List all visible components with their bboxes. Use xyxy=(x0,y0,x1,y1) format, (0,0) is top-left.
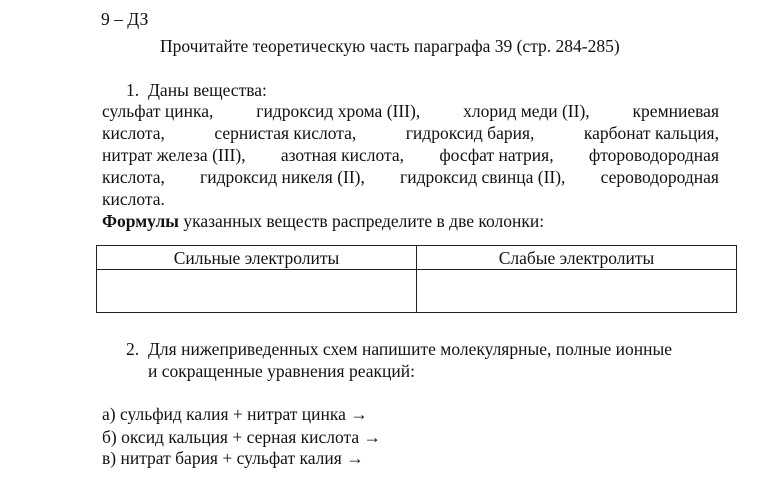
substance: фтороводородная xyxy=(588,145,719,165)
substance: кислота, xyxy=(102,167,165,187)
electrolytes-table xyxy=(96,245,737,313)
task1-instruction xyxy=(102,210,544,232)
strong-electrolytes-cell[interactable] xyxy=(97,270,417,313)
task1-instruction-bold: Формулы xyxy=(102,211,179,231)
substance: нитрат железа (III), xyxy=(102,145,246,165)
task1-title-text: Даны вещества: xyxy=(148,80,267,100)
substance: фосфат натрия, xyxy=(439,145,554,165)
task1-instruction-rest: указанных веществ распределите в две колонки: xyxy=(178,211,545,231)
homework-header: 9 – ДЗ xyxy=(101,9,149,29)
reaction-scheme: в) нитрат бария + сульфат калия → xyxy=(102,448,364,468)
substance: гидроксид никеля (II), xyxy=(200,167,365,187)
substances-last-line: кислота. xyxy=(102,189,165,209)
substance: сернистая кислота, xyxy=(214,123,357,143)
substance: гидроксид бария, xyxy=(405,123,535,143)
task2-text: Для нижеприведенных схем напишите молекулярные, полные ионные xyxy=(148,339,673,359)
weak-electrolytes-cell[interactable] xyxy=(417,270,737,313)
substance: гидроксид хрома (III), xyxy=(256,101,421,121)
substance: гидроксид свинца (II), xyxy=(400,167,566,187)
substance: карбонат кальция, xyxy=(583,123,719,143)
substance: хлорид меди (II), xyxy=(463,101,590,121)
substances-line xyxy=(102,100,719,122)
reaction-scheme: б) оксид кальция + серная кислота → xyxy=(102,427,382,447)
substances-line xyxy=(102,122,719,144)
substance: сульфат цинка, xyxy=(102,101,214,121)
task2-number: 2. xyxy=(126,339,140,359)
task1-number: 1. xyxy=(126,80,140,100)
weak-electrolytes-header: Слабые электролиты xyxy=(417,246,737,270)
substance: сероводородная xyxy=(600,167,719,187)
table-row xyxy=(97,270,737,313)
substance: азотная кислота, xyxy=(280,145,405,165)
task1-title xyxy=(126,79,267,101)
reaction-scheme: а) сульфид калия + нитрат цинка → xyxy=(102,404,368,424)
task2-text-line1 xyxy=(126,338,672,360)
substance: кремниевая xyxy=(632,101,719,121)
strong-electrolytes-header: Сильные электролиты xyxy=(97,246,417,270)
reading-instruction: Прочитайте теоретическую часть параграфа 39 (стр. 284-285) xyxy=(160,36,620,56)
table-header-row xyxy=(97,246,737,270)
substances-line xyxy=(102,144,719,166)
substance: кислота, xyxy=(102,123,165,143)
task2-text-line2: и сокращенные уравнения реакций: xyxy=(148,361,415,381)
substances-line xyxy=(102,166,719,188)
